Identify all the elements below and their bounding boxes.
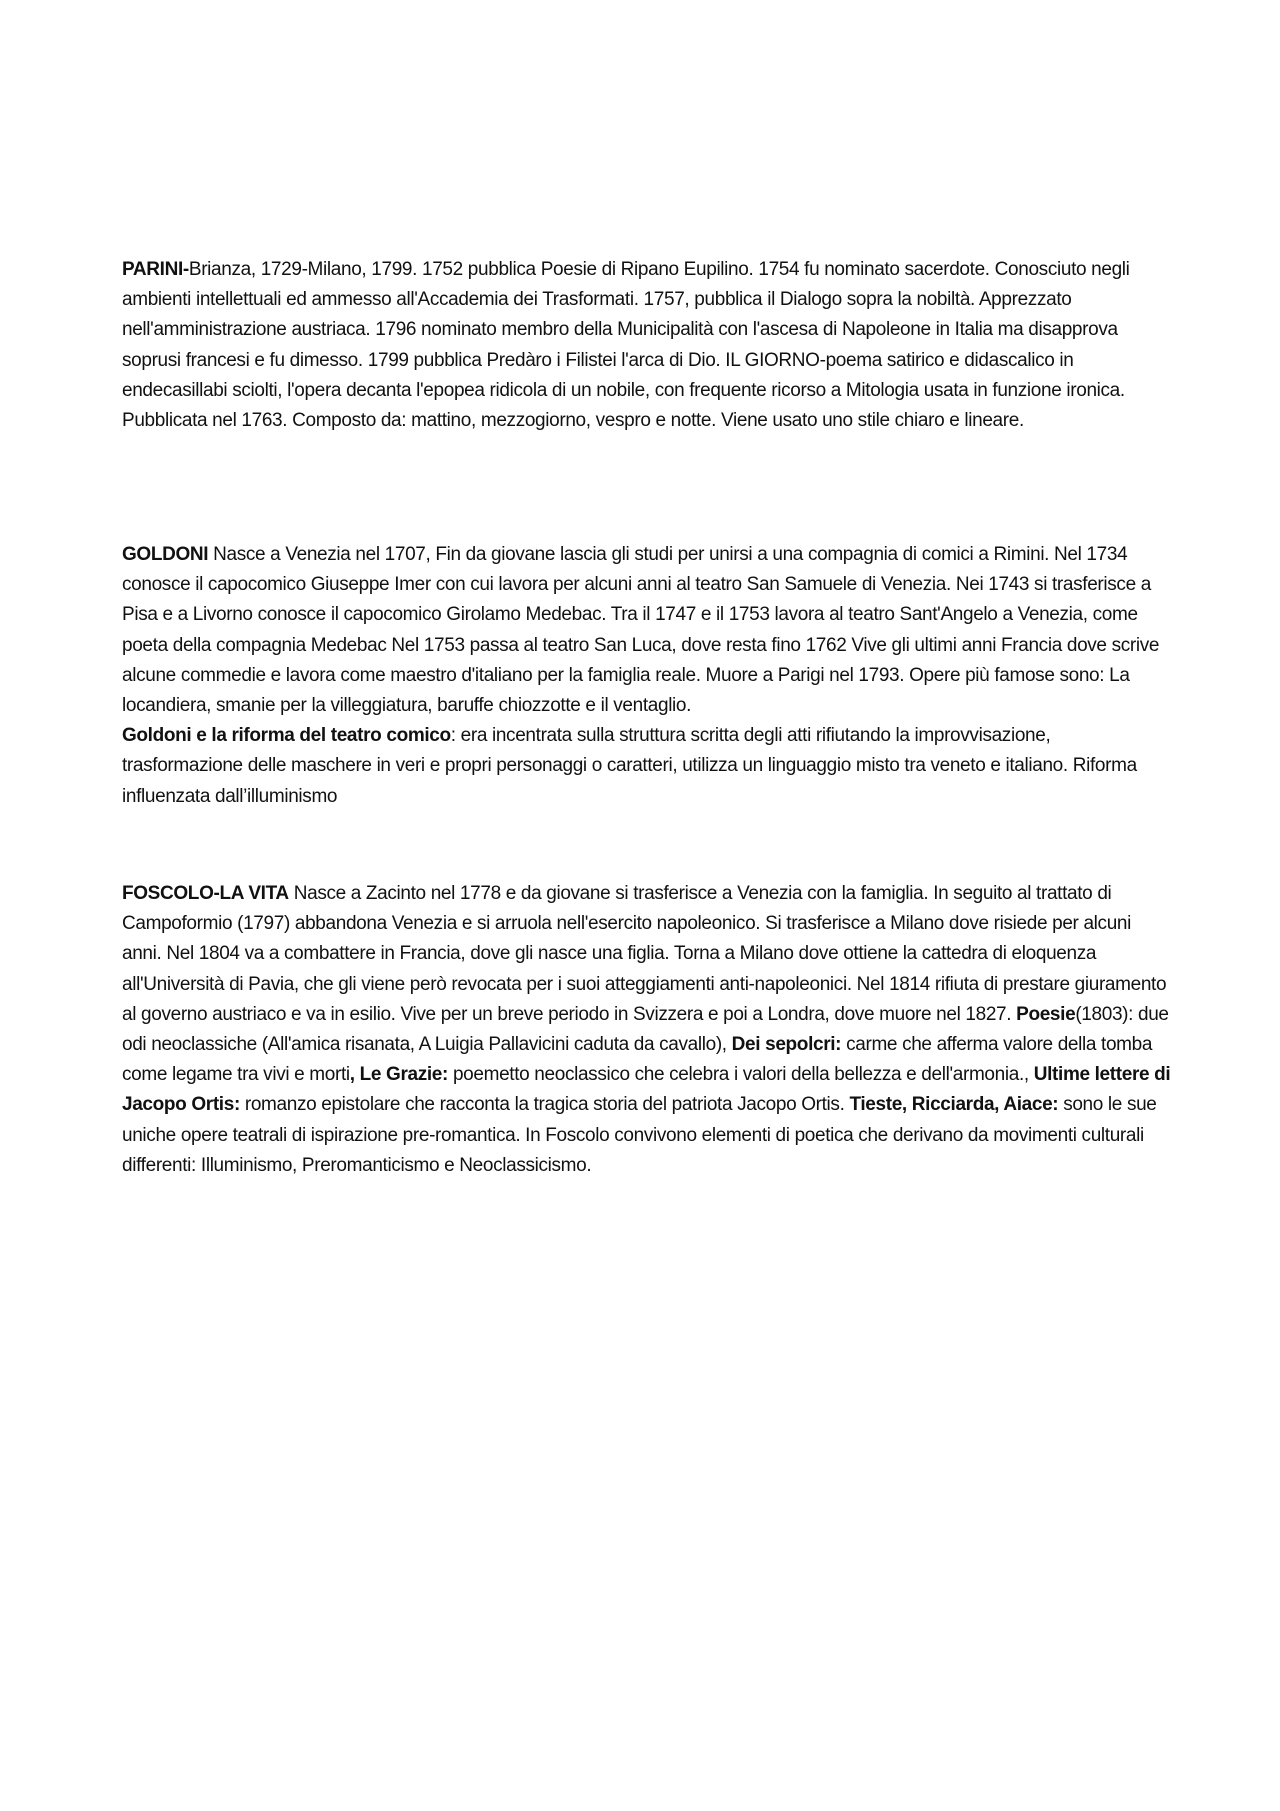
foscolo-sepolcri-label: Dei sepolcri: (731, 1034, 842, 1056)
goldoni-paragraph (122, 540, 1172, 812)
foscolo-poesie-text: (1803): due odi neoclassiche (All'amica risanata, A Luigia Pallavicini caduta da cavallo), (122, 1003, 1169, 1056)
foscolo-tragedie-label: Tieste, Ricciarda, Aiace: (849, 1094, 1059, 1116)
goldoni-reform-body: : era incentrata sulla struttura scritta degli atti rifiutando la improvvisazione, trasformazione delle maschere in veri e propri personaggi o caratteri, utilizza un linguaggio misto tra veneto e italiano. Riforma influenzata dall’illuminismo (122, 725, 1137, 807)
foscolo-tragedie-text: sono le sue uniche opere teatrali di ispirazione pre-romantica. In Foscolo convivono elementi di poetica che derivano da movimenti culturali differenti: Illuminismo, Preromanticismo e Neoclassicismo. (122, 1094, 1157, 1176)
goldoni-reform-heading: Goldoni e la riforma del teatro comico (122, 725, 451, 747)
foscolo-paragraph (122, 879, 1172, 1181)
foscolo-ortis-label: Ultime lettere di Jacopo Ortis: (122, 1064, 1171, 1116)
foscolo-ortis-text: romanzo epistolare che racconta la tragica storia del patriota Jacopo Ortis. (239, 1094, 850, 1116)
goldoni-heading: GOLDONI (122, 544, 209, 565)
foscolo-grazie-label: , Le Grazie: (349, 1064, 449, 1086)
foscolo-body: Nasce a Zacinto nel 1778 e da giovane si trasferisce a Venezia con la famiglia. In seguito al trattato di Campoformio (1797) abbandona Venezia e si arruola nell'esercito napoleonico. Si trasferisce a Milano dove risiede per alcuni anni. Nel 1804 va a combattere in Francia, dove gli nasce una figlia. Torna a Milano dove ottiene la cattedra di eloquenza all'Università di Pavia, che gli viene però revocata per i suoi atteggiamenti anti-napoleonici. Nel 1814 rifiuta di prestare giuramento al governo austriaco e va in esilio. Vive per un breve periodo in Svizzera e poi a Londra, dove muore nel 1827. (122, 883, 1167, 1025)
foscolo-heading: FOSCOLO-LA VITA (122, 883, 289, 904)
foscolo-poesie-label: Poesie (1016, 1003, 1076, 1025)
parini-body: Brianza, 1729-Milano, 1799. 1752 pubblica Poesie di Ripano Eupilino. 1754 fu nominato sacerdote. Conosciuto negli ambienti intellettuali ed ammesso all'Accademia dei Trasformati. 1757, pubblica il Dialogo sopra la nobiltà. Apprezzato nell'amministrazione austriaca. 1796 nominato membro della Municipalità con l'ascesa di Napoleone in Italia ma disapprova soprusi francesi e fu dimesso. 1799 pubblica Predàro i Filistei l'arca di Dio. IL GIORNO-poema satirico e didascalico in endecasillabi sciolti, l'opera decanta l'epopea ridicola di un nobile, con frequente ricorso a Mitologia usata in funzione ironica. Pubblicata nel 1763. Composto da: mattino, mezzogiorno, vespro e notte. Viene usato uno stile chiaro e lineare. (122, 259, 1130, 432)
parini-heading: PARINI- (122, 259, 189, 280)
goldoni-body: Nasce a Venezia nel 1707, Fin da giovane lascia gli studi per unirsi a una compagnia di comici a Rimini. Nel 1734 conosce il capocomico Giuseppe Imer con cui lavora per alcuni anni al teatro San Samuele di Venezia. Nei 1743 si trasferisce a Pisa e a Livorno conosce il capocomico Girolamo Medebac. Tra il 1747 e il 1753 lavora al teatro Sant'Angelo a Venezia, come poeta della compagnia Medebac Nel 1753 passa al teatro San Luca, dove resta fino 1762 Vive gli ultimi anni Francia dove scrive alcune commedie e lavora come maestro d'italiano per la famiglia reale. Muore a Parigi nel 1793. Opere più famose sono: La locandiera, smanie per la villeggiatura, baruffe chiozzotte e il ventaglio. (122, 544, 1160, 717)
foscolo-sepolcri-text: carme che afferma valore della tomba come legame tra vivi e morti (122, 1034, 1153, 1086)
foscolo-grazie-text: poemetto neoclassico che celebra i valori della bellezza e dell'armonia., (448, 1064, 1034, 1086)
parini-paragraph (122, 255, 1172, 436)
